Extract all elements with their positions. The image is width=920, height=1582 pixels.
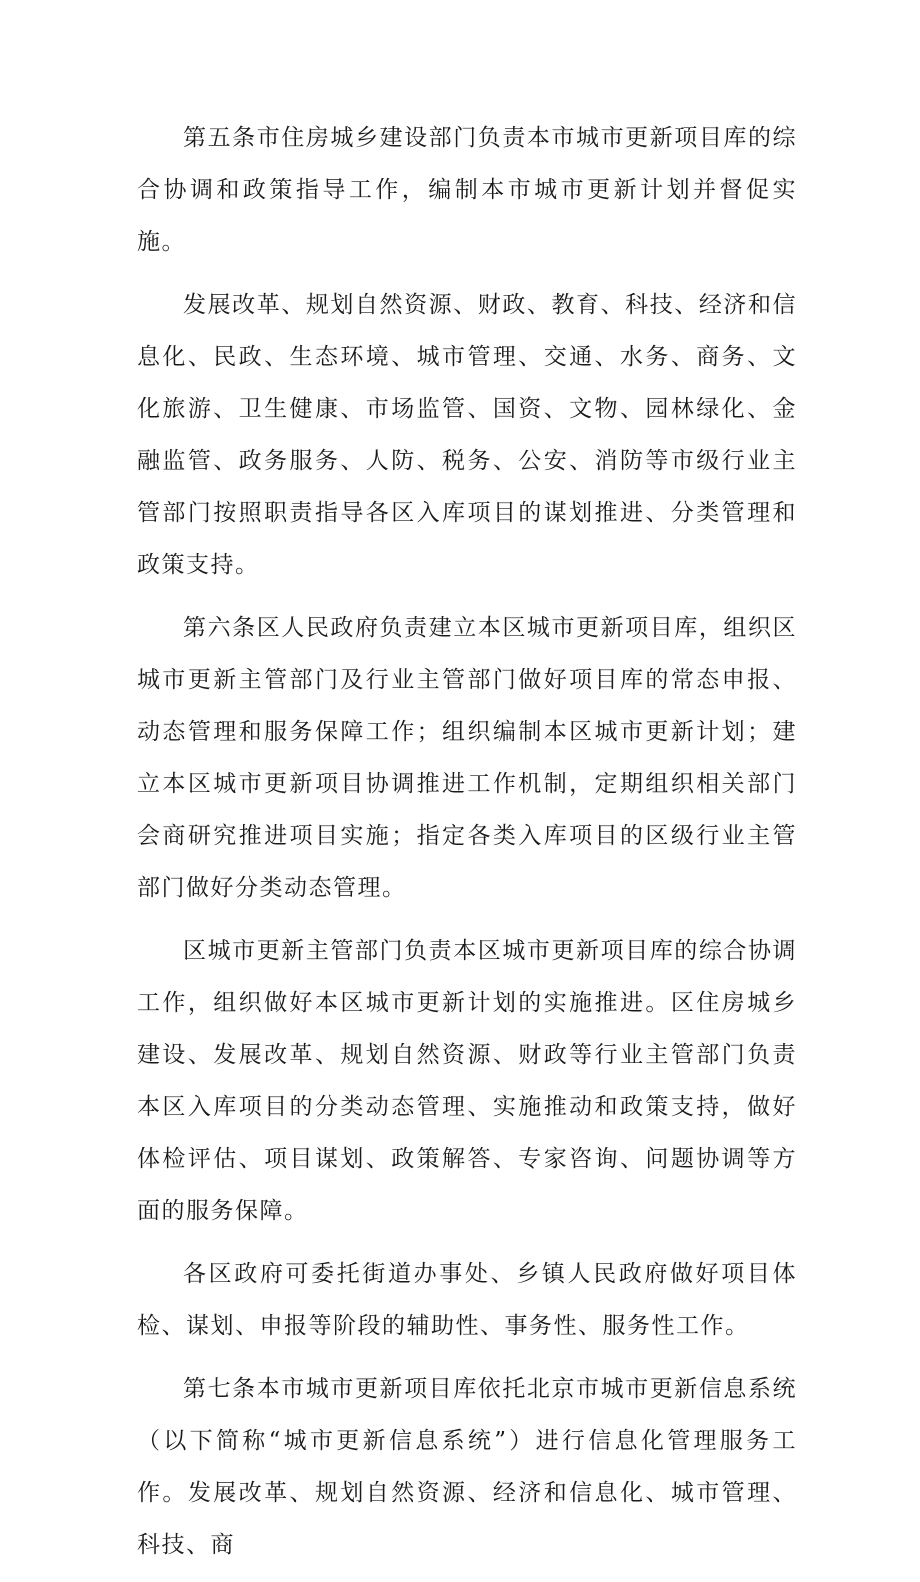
paragraph-article-7: 第七条本市城市更新项目库依托北京市城市更新信息系统（以下简称“城市更新信息系统”）进行信息化管理服务工作。发展改革、规划自然资源、经济和信息化、城市管理、科技、商 (137, 1376, 797, 1558)
paragraph-article-5: 第五条市住房城乡建设部门负责本市城市更新项目库的综合协调和政策指导工作，编制本市城市更新计划并督促实施。 (137, 125, 797, 255)
paragraph-district-delegation: 各区政府可委托街道办事处、乡镇人民政府做好项目体检、谋划、申报等阶段的辅助性、事务性、服务性工作。 (137, 1261, 797, 1339)
document-body (137, 112, 797, 1582)
paragraph-municipal-departments: 发展改革、规划自然资源、财政、教育、科技、经济和信息化、民政、生态环境、城市管理、交通、水务、商务、文化旅游、卫生健康、市场监管、国资、文物、园林绿化、金融监管、政务服务、人防、税务、公安、消防等市级行业主管部门按照职责指导各区入库项目的谋划推进、分类管理和政策支持。 (137, 292, 797, 578)
paragraph-article-6: 第六条区人民政府负责建立本区城市更新项目库，组织区城市更新主管部门及行业主管部门做好项目库的常态申报、动态管理和服务保障工作；组织编制本区城市更新计划；建立本区城市更新项目协调推进工作机制，定期组织相关部门会商研究推进项目实施；指定各类入库项目的区级行业主管部门做好分类动态管理。 (137, 615, 797, 901)
paragraph-district-authority: 区城市更新主管部门负责本区城市更新项目库的综合协调工作，组织做好本区城市更新计划的实施推进。区住房城乡建设、发展改革、规划自然资源、财政等行业主管部门负责本区入库项目的分类动态管理、实施推动和政策支持，做好体检评估、项目谋划、政策解答、专家咨询、问题协调等方面的服务保障。 (137, 938, 797, 1224)
